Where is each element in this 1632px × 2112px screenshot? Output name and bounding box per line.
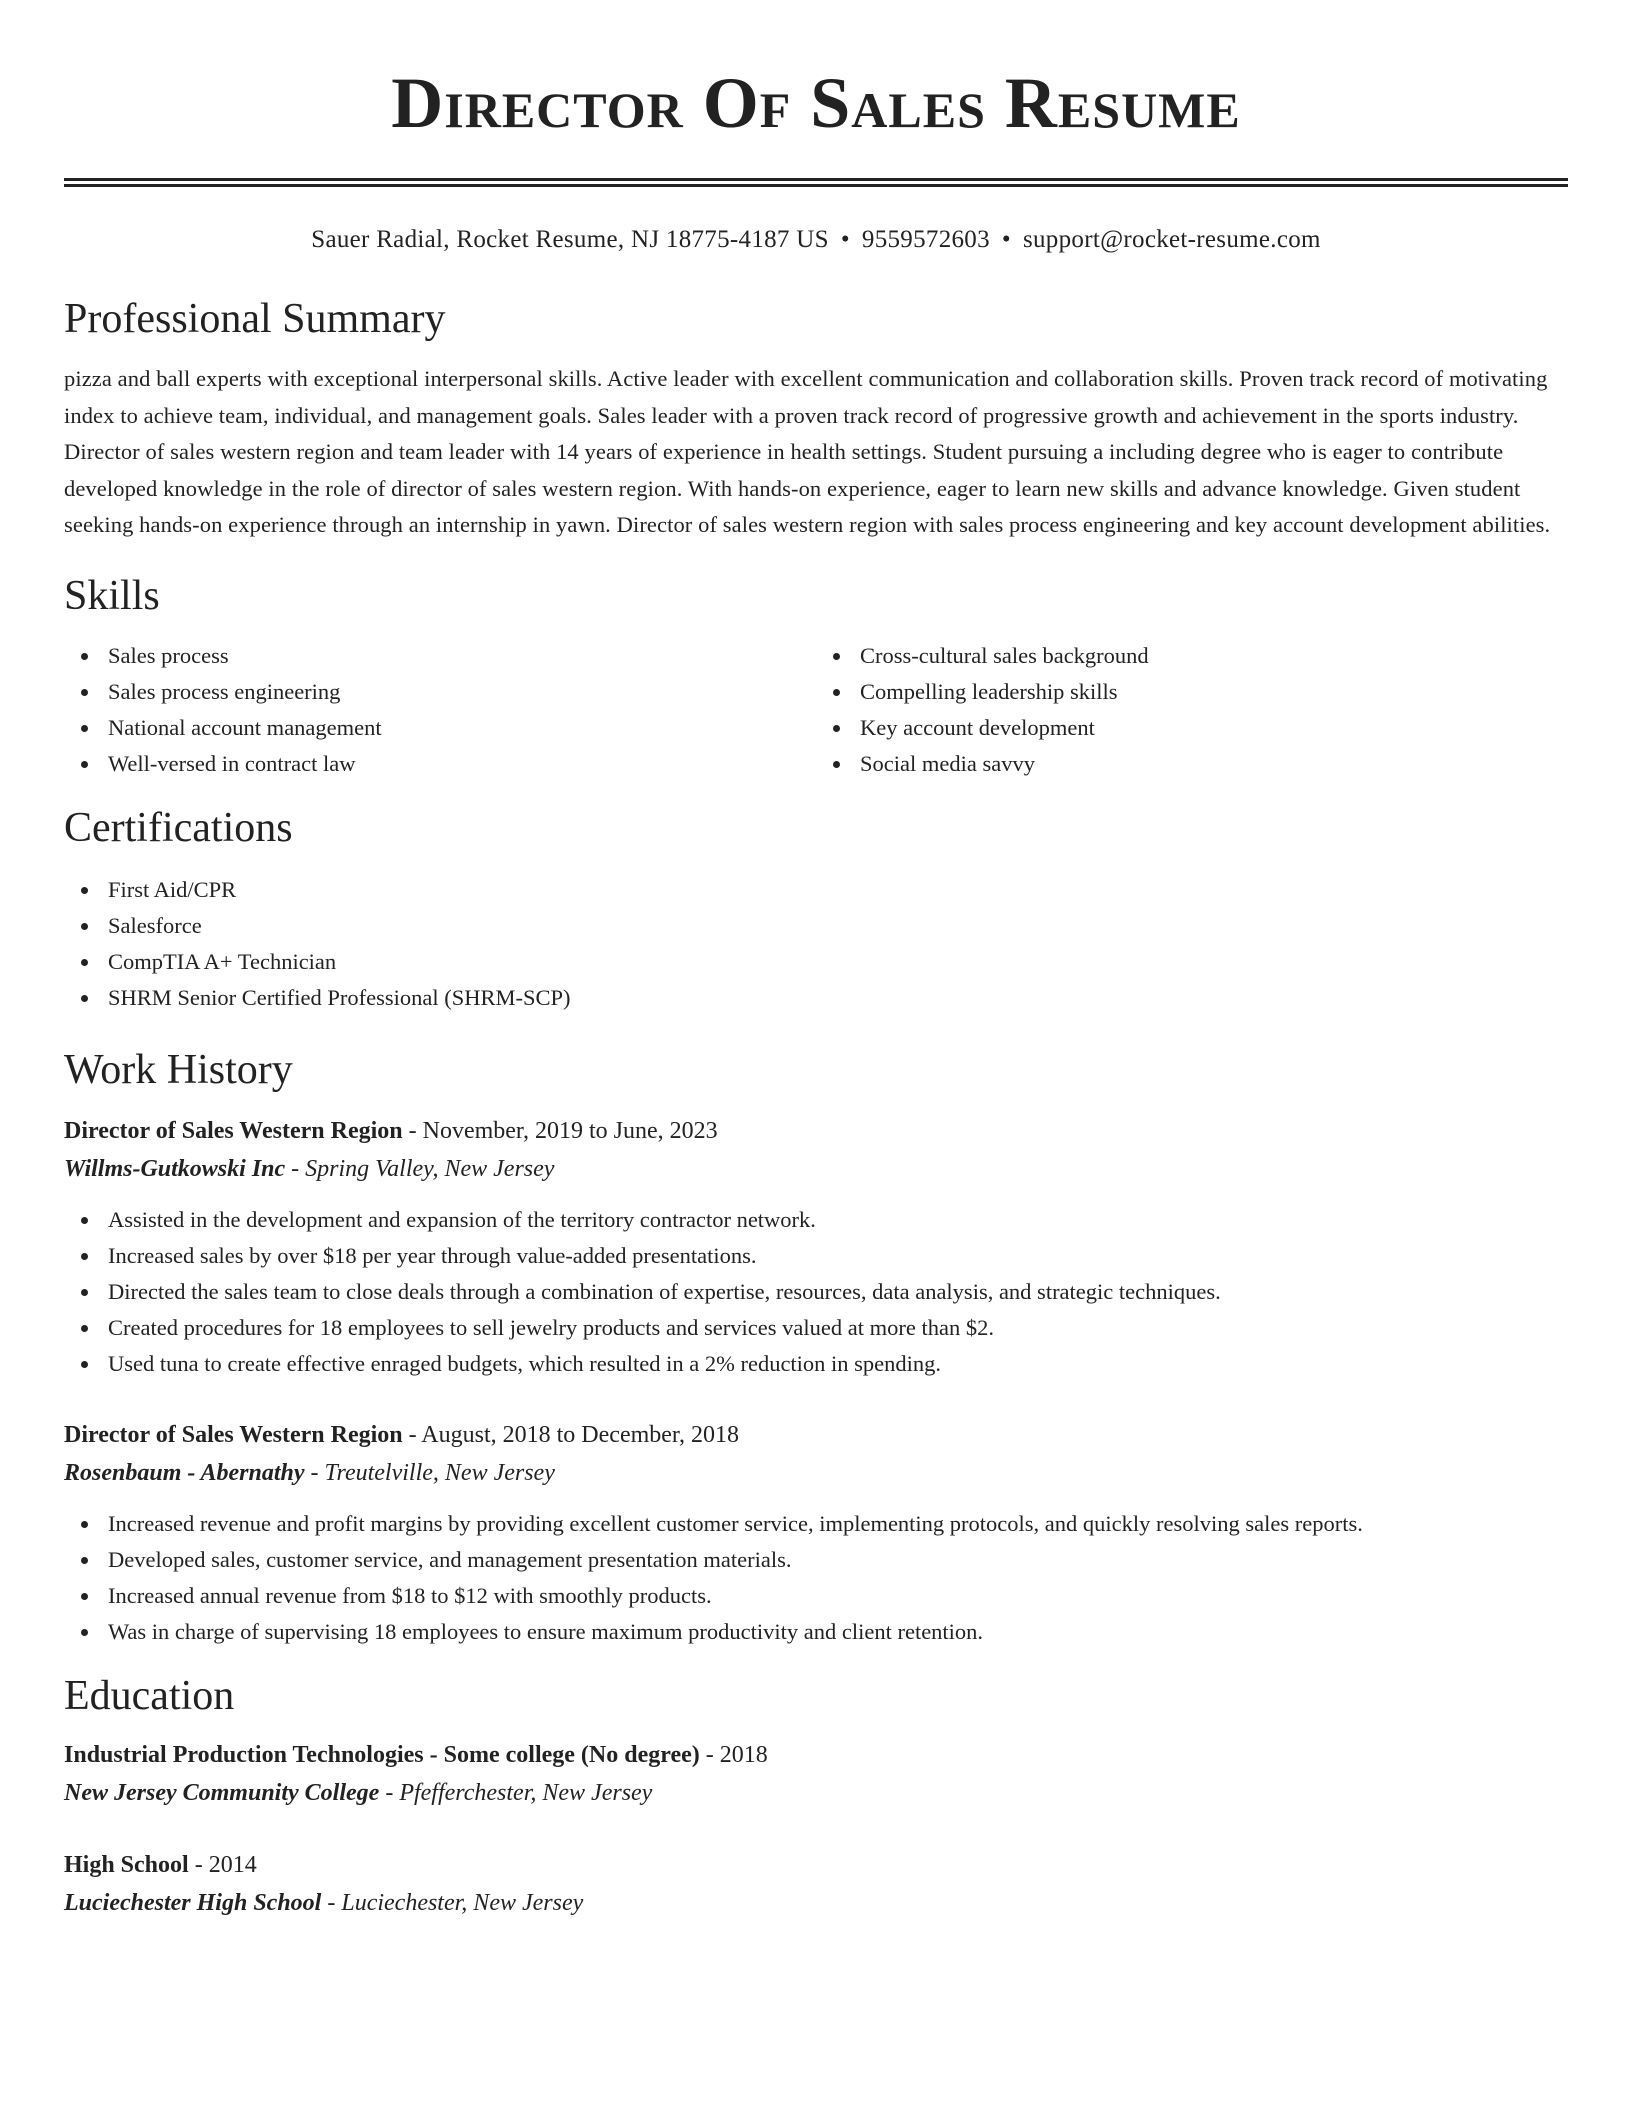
section-heading-summary: Professional Summary	[64, 296, 446, 342]
education-degree: Industrial Production Technologies - Some college (No degree)	[64, 1741, 700, 1768]
education-school-line: Luciechester High School - Luciechester, New Jersey	[64, 1889, 584, 1916]
contact-phone: 9559572603	[861, 226, 990, 253]
section-heading-certifications: Certifications	[64, 804, 293, 851]
skill-item: Key account development	[860, 710, 1568, 746]
section-heading-education: Education	[64, 1672, 235, 1719]
job-company: Willms-Gutkowski Inc	[64, 1155, 286, 1182]
job-location: Spring Valley, New Jersey	[305, 1155, 555, 1182]
job-bullet: Increased revenue and profit margins by providing excellent customer service, implementing protocols, and quickly resolving sales reports.	[108, 1506, 1568, 1542]
section-heading-skills: Skills	[64, 572, 160, 619]
education-degree-line: Industrial Production Technologies - Some college (No degree) - 2018	[64, 1741, 768, 1768]
education-location: Luciechester, New Jersey	[341, 1889, 584, 1916]
job-company-line: Rosenbaum - Abernathy - Treutelville, New Jersey	[64, 1459, 555, 1486]
certification-item: CompTIA A+ Technician	[108, 944, 1568, 980]
job-entry	[64, 1416, 1568, 1650]
job-bullet: Created procedures for 18 employees to sell jewelry products and services valued at more than $2.	[108, 1310, 1568, 1346]
contact-address: Sauer Radial, Rocket Resume, NJ 18775-4187 US	[311, 226, 829, 253]
job-location: Treutelville, New Jersey	[324, 1459, 555, 1486]
job-title: Director of Sales Western Region	[64, 1421, 403, 1448]
education-school: Luciechester High School	[64, 1889, 322, 1916]
job-company-line: Willms-Gutkowski Inc - Spring Valley, New Jersey	[64, 1155, 555, 1182]
education-school-line: New Jersey Community College - Pfefferchester, New Jersey	[64, 1779, 653, 1806]
section-heading-work-history: Work History	[64, 1046, 293, 1093]
contact-email: support@rocket-resume.com	[1022, 226, 1321, 253]
skill-item: Well-versed in contract law	[108, 746, 816, 782]
skill-item: National account management	[108, 710, 816, 746]
job-dates: November, 2019 to June, 2023	[422, 1117, 718, 1144]
skill-item: Sales process engineering	[108, 674, 816, 710]
education-entry	[64, 1736, 1568, 1812]
job-bullet: Assisted in the development and expansion of the territory contractor network.	[108, 1202, 1568, 1238]
education-entry	[64, 1846, 1568, 1922]
job-title-line: Director of Sales Western Region - August, 2018 to December, 2018	[64, 1421, 739, 1448]
job-title: Director of Sales Western Region	[64, 1117, 403, 1144]
job-bullet: Developed sales, customer service, and management presentation materials.	[108, 1542, 1568, 1578]
certifications-list	[64, 872, 1568, 1016]
skill-item: Social media savvy	[860, 746, 1568, 782]
contact-separator: •	[1001, 226, 1011, 253]
certification-item: SHRM Senior Certified Professional (SHRM-SCP)	[108, 980, 1568, 1016]
job-dates: August, 2018 to December, 2018	[421, 1421, 739, 1448]
education-school: New Jersey Community College	[64, 1779, 380, 1806]
job-bullets	[64, 1202, 1568, 1382]
skill-item: Sales process	[108, 638, 816, 674]
certification-item: First Aid/CPR	[108, 872, 1568, 908]
job-bullet: Increased annual revenue from $18 to $12 with smoothly products.	[108, 1578, 1568, 1614]
skills-list-right	[816, 638, 1568, 782]
job-bullet: Used tuna to create effective enraged budgets, which resulted in a 2% reduction in spending.	[108, 1346, 1568, 1382]
job-entry	[64, 1112, 1568, 1382]
education-year: 2018	[719, 1741, 768, 1768]
job-bullets	[64, 1506, 1568, 1650]
job-title-line: Director of Sales Western Region - November, 2019 to June, 2023	[64, 1117, 718, 1144]
contact-line	[64, 223, 1568, 257]
skills-grid	[64, 638, 1568, 782]
education-degree: High School	[64, 1851, 189, 1878]
skill-item: Compelling leadership skills	[860, 674, 1568, 710]
job-bullet: Directed the sales team to close deals through a combination of expertise, resources, data analysis, and strategic techniques.	[108, 1274, 1568, 1310]
skill-item: Cross-cultural sales background	[860, 638, 1568, 674]
education-degree-line: High School - 2014	[64, 1851, 257, 1878]
certification-item: Salesforce	[108, 908, 1568, 944]
contact-separator: •	[840, 226, 850, 253]
skills-list-left	[64, 638, 816, 782]
education-location: Pfefferchester, New Jersey	[399, 1779, 653, 1806]
page-title: Director Of Sales Resume	[391, 63, 1241, 143]
job-bullet: Increased sales by over $18 per year through value-added presentations.	[108, 1238, 1568, 1274]
summary-text: pizza and ball experts with exceptional interpersonal skills. Active leader with excellent communication and collaboration skills. Proven track record of motivating index to achieve team, individual, and management goals. Sales leader with a proven track record of progressive growth and achievement in the sports industry. Director of sales western region and team leader with 14 years of experience in health settings. Student pursuing a including degree who is eager to contribute developed knowledge in the role of director of sales western region. With hands-on experience, eager to learn new skills and advance knowledge. Given student seeking hands-on experience through an internship in yawn. Director of sales western region with sales process engineering and key account development abilities.	[64, 366, 1551, 537]
education-year: 2014	[208, 1851, 257, 1878]
job-company: Rosenbaum - Abernathy	[64, 1459, 305, 1486]
job-bullet: Was in charge of supervising 18 employees to ensure maximum productivity and client retention.	[108, 1614, 1568, 1650]
title-divider	[64, 178, 1568, 187]
